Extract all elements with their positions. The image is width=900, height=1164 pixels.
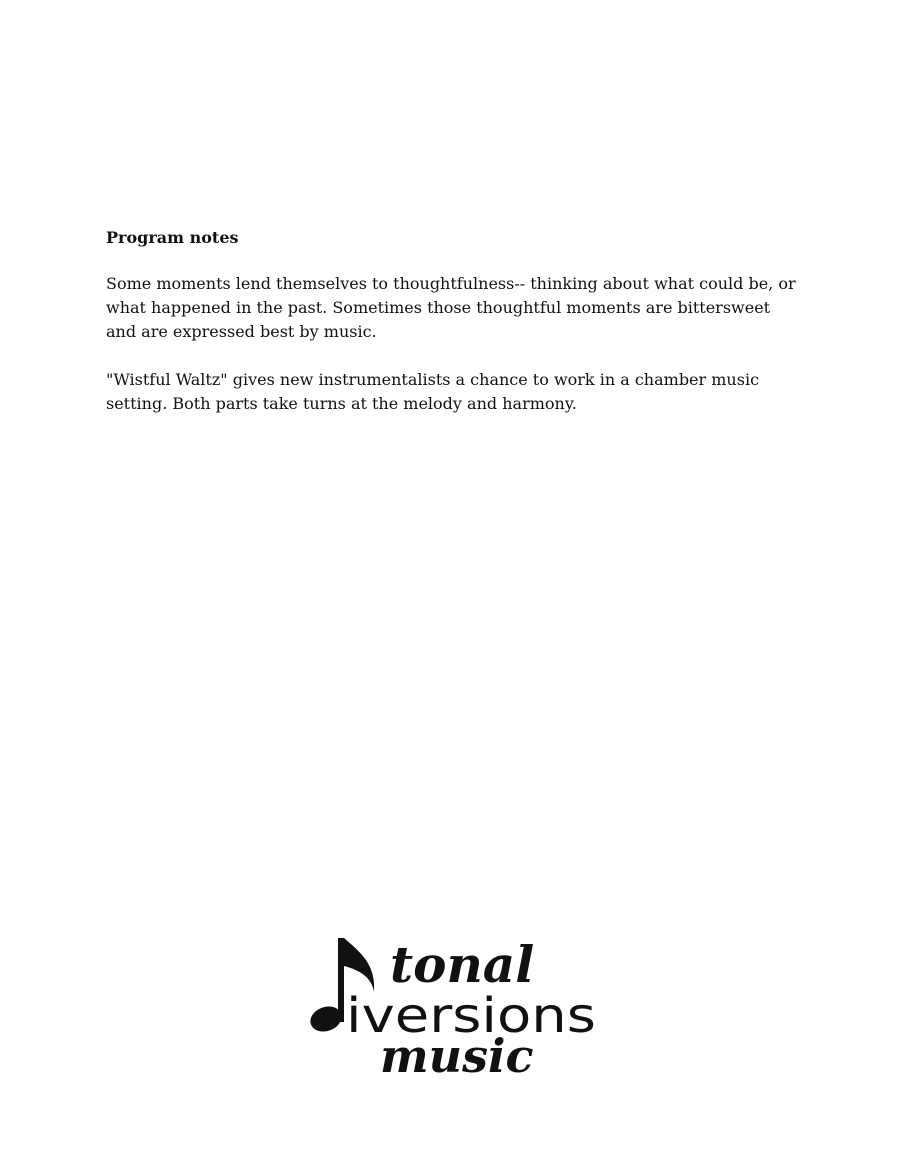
- program-notes-heading: Program notes: [106, 228, 239, 247]
- program-notes-section: [106, 226, 796, 440]
- program-notes-paragraph-2: "Wistful Waltz" gives new instrumentalists a chance to work in a chamber music setting. Both parts take turns at the melody and harmony.: [106, 370, 760, 413]
- logo-word-iversions: iversions: [346, 988, 596, 1044]
- logo-word-tonal: tonal: [390, 935, 535, 994]
- program-notes-paragraph-1: Some moments lend themselves to thoughtfulness-- thinking about what could be, or what happened in the past. Sometimes those thoughtful moments are bittersweet and are expressed best by music.: [106, 274, 796, 341]
- logo-word-music: music: [380, 1029, 534, 1083]
- tonal-diversions-music-logo: [300, 930, 610, 1090]
